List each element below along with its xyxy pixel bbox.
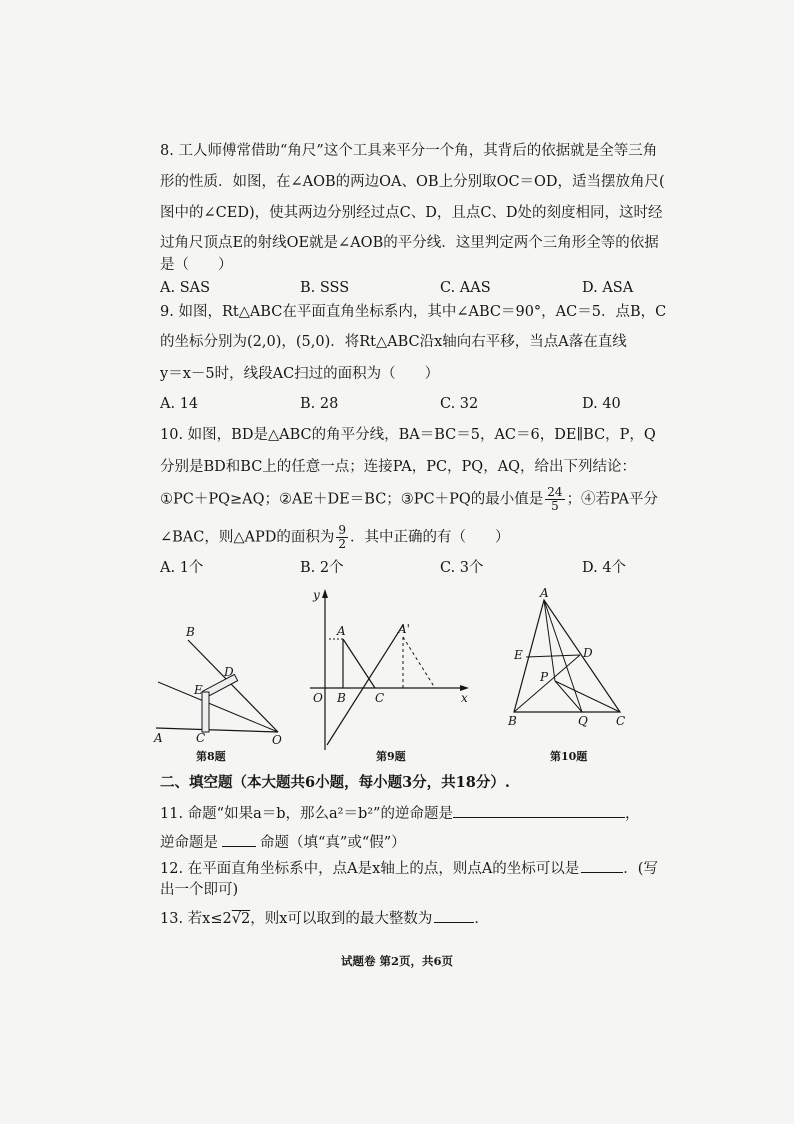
q8-line3: 图中的∠CED)，使其两边分别经过点C、D，且点C、D处的刻度相同，这时经: [160, 205, 663, 221]
q13-answer-blank: [434, 908, 474, 923]
label-x: x: [461, 691, 468, 705]
q11-answer-blank-1: [453, 803, 625, 818]
segment-pq: [555, 681, 582, 712]
q11-line1-text: 11. 命题“如果a＝b，那么a²＝b²”的逆命题是: [160, 806, 453, 822]
q10-line3: [160, 486, 658, 513]
figure-9: [305, 585, 475, 755]
figure-10-caption: 第10题: [550, 750, 588, 763]
label-o: O: [272, 733, 282, 747]
label-b: B: [186, 625, 195, 639]
segment-ac: [343, 639, 375, 688]
fraction-9-2: [336, 524, 348, 551]
q12-line1-end: ．(写: [623, 861, 658, 877]
q8-line1: 8. 工人师傅常借助“角尺”这个工具来平分一个角，其背后的依据就是全等三角: [160, 143, 658, 159]
q8-line2: 形的性质．如图，在∠AOB的两边OA、OB上分别取OC＝OD，适当摆放角尺(: [160, 174, 665, 190]
label-p: P: [540, 670, 549, 684]
q11-line1-end: ，: [624, 806, 640, 822]
line-y-x-5: [327, 625, 403, 745]
q10-choice-b: B. 2个: [300, 560, 344, 576]
segment-pc: [555, 681, 620, 712]
q9-choice-d: D. 40: [582, 396, 621, 412]
q10-choice-c: C. 3个: [440, 560, 484, 576]
label-a: A: [154, 731, 163, 745]
q12-line1-text: 12. 在平面直角坐标系中，点A是x轴上的点，则点A的坐标可以是: [160, 861, 580, 877]
q13-line1-end: ．: [474, 911, 489, 927]
label-d: D: [583, 646, 593, 660]
figure-8-caption: 第8题: [196, 750, 226, 763]
q10-choice-d: D. 4个: [582, 560, 627, 576]
label-c: C: [375, 691, 385, 705]
q8-line4: 过角尺顶点E的射线OE就是∠AOB的平分线．这里判定两个三角形全等的依据: [160, 235, 659, 251]
q11-line2: [160, 832, 406, 853]
fraction-9-2-numerator: 9: [338, 523, 347, 537]
label-e: E: [194, 683, 203, 697]
q12-line2: 出一个即可): [160, 882, 239, 898]
label-q: Q: [578, 714, 588, 728]
q8-choice-d: D. ASA: [582, 280, 634, 296]
square-arm-ec: [202, 692, 209, 732]
fraction-24-5-numerator: 24: [547, 485, 563, 499]
q12-line1: [160, 858, 658, 879]
q11-line2-end: 命题（填“真”或“假”）: [260, 835, 406, 851]
label-d: D: [224, 665, 234, 679]
label-b: B: [337, 691, 346, 705]
fraction-9-2-denominator: 2: [338, 537, 347, 551]
ray-oa: [156, 728, 278, 732]
page-footer: 试题卷 第2页，共6页: [340, 954, 453, 968]
q9-line2: 的坐标分别为(2,0)，(5,0)．将Rt△ABC沿x轴向右平移，当点A落在直线: [160, 334, 627, 350]
q9-choice-b: B. 28: [300, 396, 339, 412]
q9-line1: 9. 如图，Rt△ABC在平面直角坐标系内，其中∠ABC＝90°，AC＝5．点B，C: [160, 304, 667, 320]
label-a: A: [540, 586, 549, 600]
q9-line3: y＝x－5时，线段AC扫过的面积为（ ）: [160, 366, 440, 382]
label-a-prime: A': [398, 622, 410, 636]
q10-line3-end: ；④若PA平分: [566, 491, 658, 508]
q10-line1: 10. 如图，BD是△ABC的角平分线，BA＝BC＝5，AC＝6，DE∥BC，P，Q: [160, 427, 656, 443]
q10-line2: 分别是BD和BC上的任意一点；连接PA，PC，PQ，AQ，给出下列结论：: [160, 459, 637, 475]
q8-line5: 是（ ）: [160, 257, 233, 273]
section-2-title: 二、填空题（本大题共6小题，每小题3分，共18分）.: [160, 774, 510, 791]
q13-line1-mid: ，则x可以取到的最大整数为: [250, 911, 433, 927]
translated-ac: [403, 637, 435, 688]
q11-line1: [160, 803, 639, 824]
q9-choice-c: C. 32: [440, 396, 479, 412]
label-b: B: [508, 714, 517, 728]
label-o: O: [313, 691, 323, 705]
fraction-24-5-denominator: 5: [551, 499, 559, 513]
q10-line4-end: ．其中正确的有（ ）: [350, 529, 510, 546]
q10-line3-start: ①PC＋PQ≥AQ；②AE＋DE＝BC；③PC＋PQ的最小值是: [160, 491, 544, 508]
q11-answer-blank-2: [222, 832, 256, 847]
figure-10: [500, 585, 640, 745]
label-e: E: [514, 648, 523, 662]
q10-line4-start: ∠BAC，则△APD的面积为: [160, 529, 335, 546]
q8-choice-c: C. AAS: [440, 280, 491, 296]
label-y: y: [313, 588, 320, 602]
fraction-24-5: [545, 486, 564, 513]
q10-choice-a: A. 1个: [160, 560, 204, 576]
q11-line2-start: 逆命题是: [160, 835, 218, 851]
q13-line1: [160, 908, 489, 929]
figure-9-caption: 第9题: [376, 750, 406, 763]
figure-8: [150, 620, 290, 750]
segment-de: [526, 655, 580, 657]
q10-line4: [160, 524, 510, 551]
y-axis-arrow-icon: [322, 589, 328, 598]
q12-answer-blank: [581, 858, 623, 873]
q8-choice-a: A. SAS: [160, 280, 211, 296]
q9-choice-a: A. 14: [160, 396, 199, 412]
label-a: A: [337, 624, 346, 638]
segment-pa: [544, 600, 555, 681]
q13-line1-start: 13. 若x≤2: [160, 911, 232, 927]
label-c: C: [196, 731, 206, 745]
q13-sqrt: √2: [231, 911, 251, 927]
q8-choice-b: B. SSS: [300, 280, 350, 296]
label-c: C: [616, 714, 626, 728]
